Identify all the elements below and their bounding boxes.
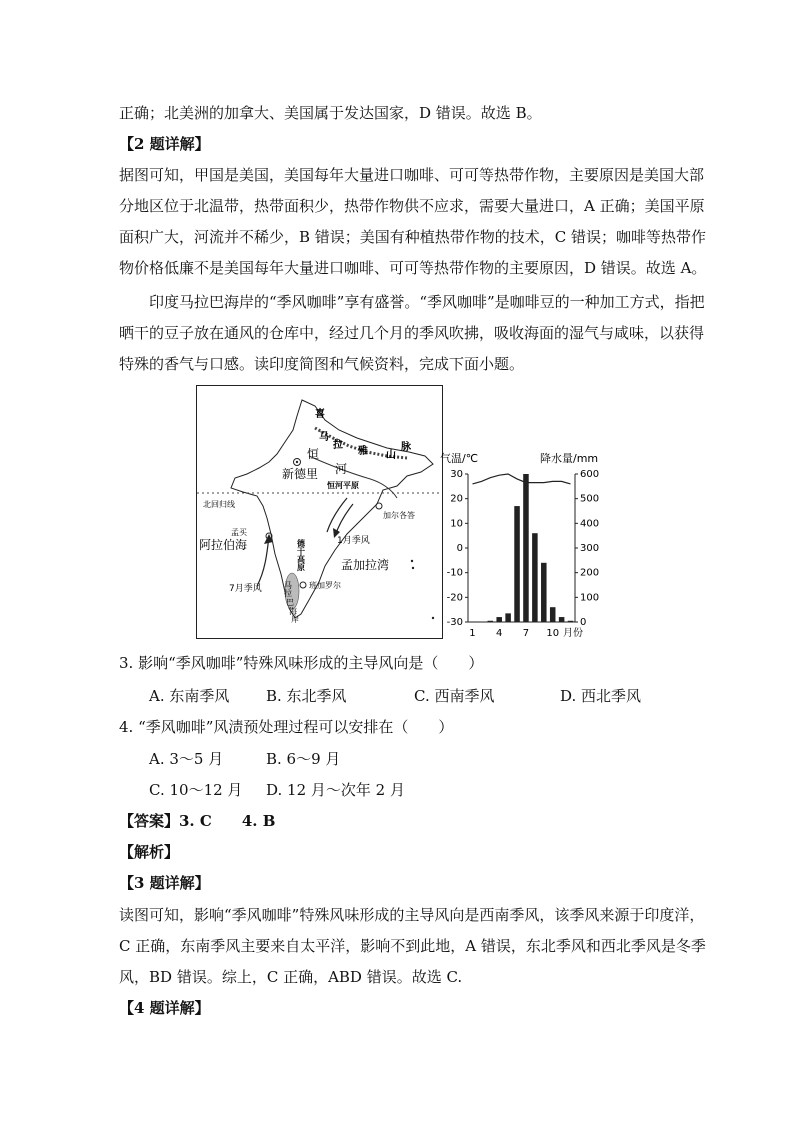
ganges-river [309,456,397,498]
precipitation-bar [568,621,574,622]
precipitation-bar [505,613,511,622]
kolkata-marker [376,503,382,509]
label-bangalore: 班加罗尔 [309,581,341,590]
y-left-tick-label: 20 [450,493,463,505]
text-line: 据图可知，甲国是美国，美国每年大量进口咖啡、可可等热带作物，主要原因是美国大部 [119,166,705,184]
label-mumbai: 孟买 [231,528,247,537]
y-left-tick-label: 0 [456,543,463,554]
label-heng: 恒 [307,447,320,461]
label-bay-bengal: 孟加拉湾 [341,558,390,572]
climate-chart-svg [440,448,615,643]
y-right-tick-label: 200 [580,567,600,579]
y-left-tick-label: -30 [446,617,463,628]
question-3: 3. 影响“季风咖啡”特殊风味形成的主导风向是（ ） [119,654,484,672]
label-newdelhi: 新德里 [282,467,319,481]
y-right-tick-label: 400 [580,518,600,530]
y-left-tick-label: -20 [446,592,463,604]
india-map-svg [197,386,442,638]
intro-line: 晒干的豆子放在通风的仓库中，经过几个月的季风吹拂，吸收海面的湿气与咸味，以获得 [119,324,705,342]
text-line: 面积广大，河流并不稀少，B 错误；美国有种植热带作物的技术，C 错误；咖啡等热带作 [119,228,707,246]
precipitation-bar [550,607,556,622]
answer-line: 【答案】3. C 4. B [119,812,276,830]
label-he: 河 [335,462,348,476]
q4-option-d: D. 12 月～次年 2 月 [266,781,405,799]
island [412,567,414,569]
label-ya: 雅 [358,446,368,457]
label-kolkata: 加尔各答 [383,511,415,520]
text-line: 风，BD 错误。综上，C 正确，ABD 错误。故选 C. [119,968,463,986]
label-malabar-3: 巴 [286,598,294,607]
q3-option-c: C. 西南季风 [414,687,495,705]
india-map [196,385,443,639]
july-monsoon-arrow [257,536,269,586]
y-right-tick-label: 300 [580,543,600,554]
precipitation-bar [514,506,520,622]
precipitation-bar [488,621,494,622]
label-tropic: 北回归线 [203,500,235,509]
label-mai: 脉 [401,442,411,453]
y-left-tick-label: 10 [450,518,463,530]
precipitation-bar [541,563,547,622]
newdelhi-dot [296,461,298,463]
text-line: 读图可知，影响“季风咖啡”特殊风味形成的主导风向是西南季风，该季风来源于印度洋， [119,906,705,924]
x-tick-label: 7 [522,628,530,639]
section-heading: 【4 题详解】 [119,999,210,1017]
label-jul-monsoon: 7月季风 [229,584,262,594]
label-deccan-4: 原 [297,563,305,572]
y-right-tick-label: 500 [580,493,600,505]
island [411,560,413,562]
intro-line: 特殊的香气与口感。读印度简图和气候资料，完成下面小题。 [119,355,525,373]
bangalore-marker [300,582,306,588]
y-right-tick-label: 100 [580,592,600,604]
q3-option-a: A. 东南季风 [149,687,230,705]
text-line: 物价格低廉不是美国每年大量进口咖啡、可可等热带作物的主要原因，D 错误。故选 A。 [119,259,707,277]
y-right-tick-label: 0 [580,617,587,628]
label-jan-monsoon: 1月季风 [337,536,370,546]
precipitation-bar [523,474,529,622]
precipitation-bar [532,533,538,622]
label-deccan-3: 高 [297,555,305,564]
intro-line: 印度马拉巴海岸的“季风咖啡”享有盛誉。“季风咖啡”是咖啡豆的一种加工方式，指把 [149,293,705,311]
label-deccan-1: 德 [297,539,305,548]
text-line: 正确；北美洲的加拿大、美国属于发达国家，D 错误。故选 B。 [119,104,542,122]
section-heading: 【2 题详解】 [119,135,210,153]
label-ganges-plain: 恒河平原 [327,481,359,490]
january-monsoon-arrow-2 [327,498,347,532]
q3-option-d: D. 西北季风 [560,687,642,705]
island [432,617,434,619]
label-deccan-2: 干 [297,547,305,556]
section-heading: 【3 题详解】 [119,874,210,892]
climate-chart [440,448,615,643]
label-xi: 喜 [315,409,325,420]
y-left-tick-label: 30 [450,469,463,480]
label-arabian-sea: 阿拉伯海 [199,538,248,552]
x-tick-label: 10 [546,628,560,639]
y-right-tick-label: 600 [580,469,600,480]
y-left-tick-label: -10 [446,567,463,579]
temperature-line [473,474,571,484]
q4-option-a: A. 3～5 月 [149,750,224,768]
y-right-label: 降水量/mm [540,452,599,465]
label-malabar-4: 海 [289,607,297,616]
text-line: C 正确，东南季风主要来自太平洋，影响不到此地，A 错误，东北季风和西北季风是冬季 [119,937,706,955]
q4-option-c: C. 10～12 月 [149,781,243,799]
question-4: 4. “季风咖啡”风渍预处理过程可以安排在（ ） [119,718,454,736]
label-malabar-2: 拉 [284,589,292,598]
x-tick-label: 4 [496,628,503,639]
precipitation-bar [559,617,565,622]
x-tick-label: 1 [469,628,476,639]
analysis-heading: 【解析】 [119,843,180,861]
precipitation-bar [496,617,502,622]
x-unit-label: 月份 [563,628,583,639]
q3-option-b: B. 东北季风 [266,687,347,705]
label-la: 拉 [333,440,343,451]
y-left-label: 气温/℃ [440,452,479,465]
label-malabar-5: 岸 [291,615,299,624]
label-ma: 马 [319,432,329,443]
q4-option-b: B. 6～9 月 [266,750,341,768]
text-line: 分地区位于北温带，热带面积少，热带作物供不应求，需要大量进口，A 正确；美国平原 [119,197,705,215]
label-malabar-1: 马 [284,581,292,590]
label-shan: 山 [386,450,396,461]
